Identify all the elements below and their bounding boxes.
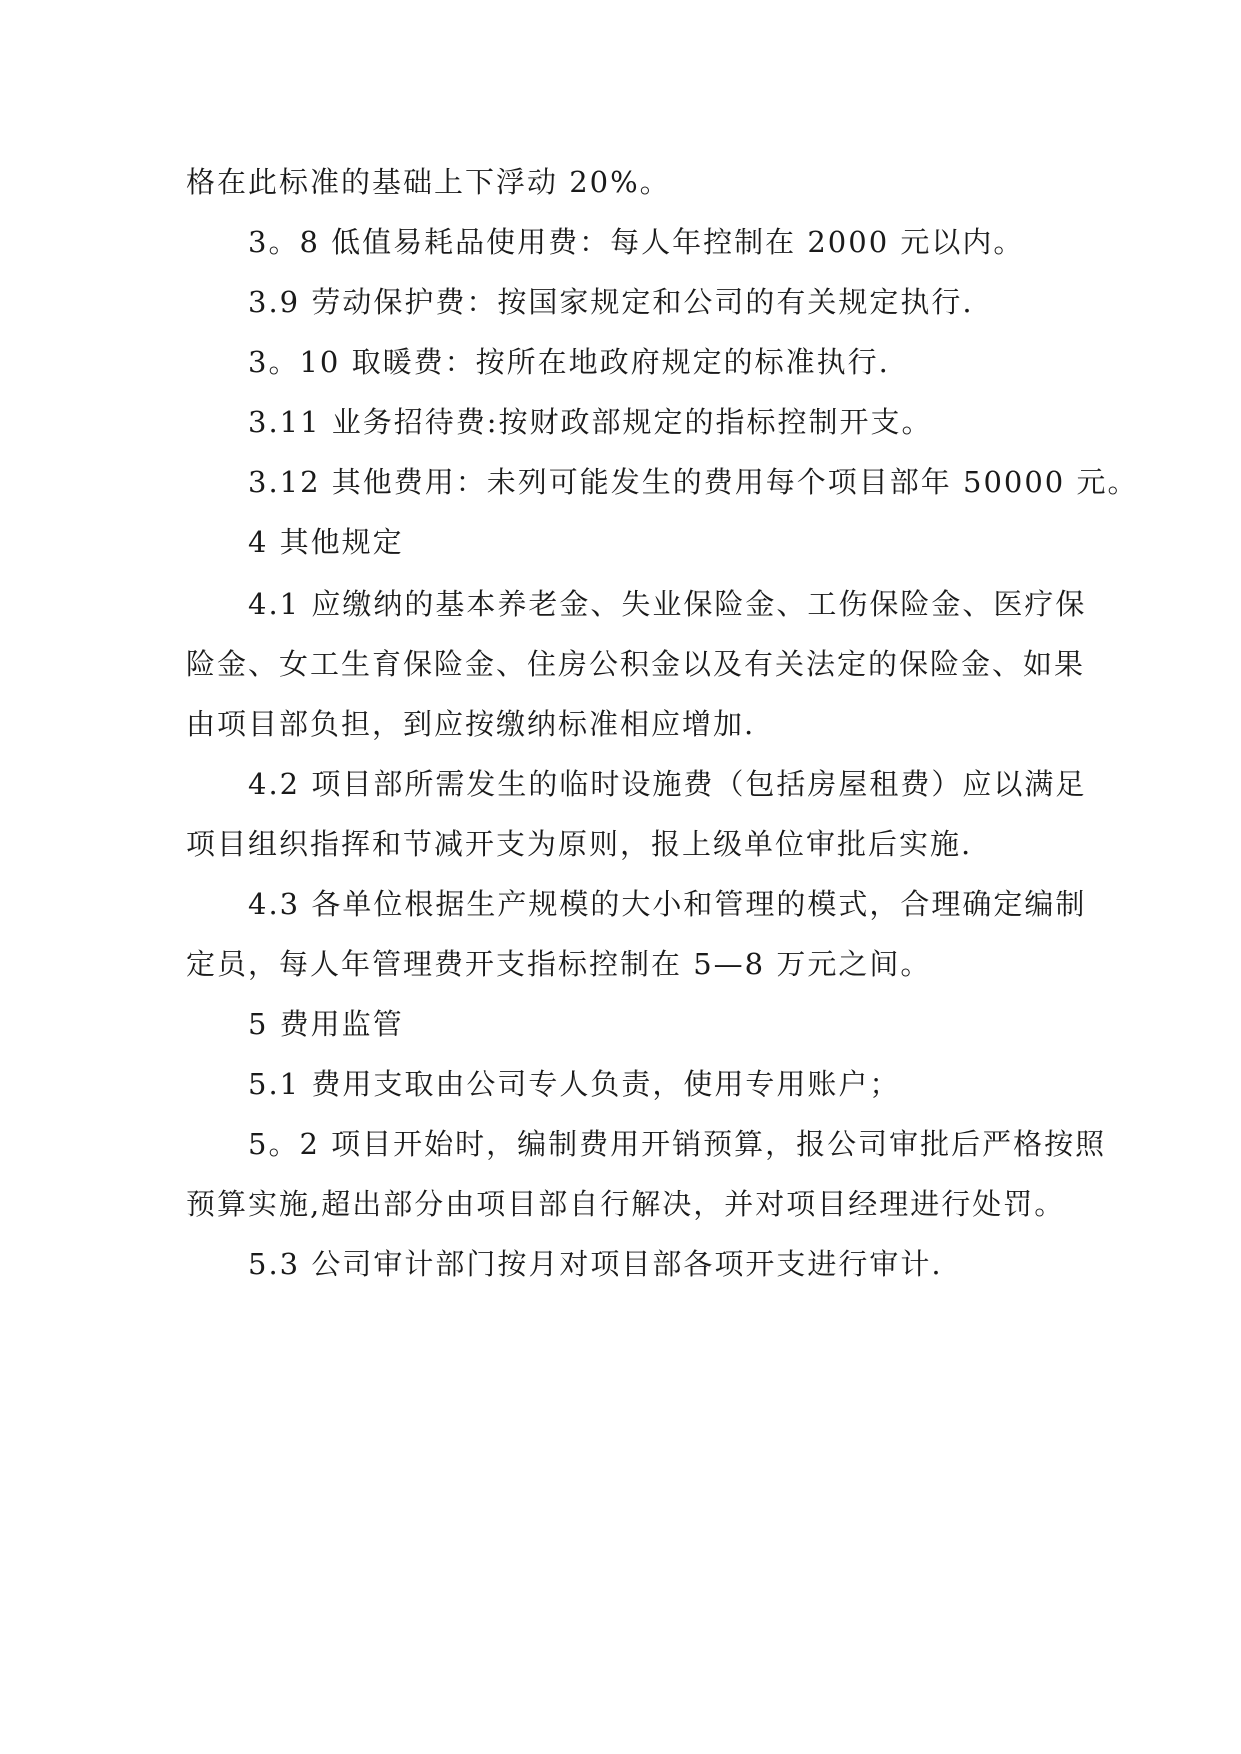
- section-heading-4: 4 其他规定: [248, 525, 404, 559]
- text-line-6: 3.12 其他费用：未列可能发生的费用每个项目部年 50000 元。: [248, 465, 1139, 499]
- text-line-14: 定员，每人年管理费开支指标控制在 5—8 万元之间。: [186, 947, 932, 981]
- text-line-13: 4.3 各单位根据生产规模的大小和管理的模式，合理确定编制: [248, 887, 1087, 921]
- text-line-16: 5.1 费用支取由公司专人负责，使用专用账户；: [248, 1067, 901, 1101]
- text-line-5: 3.11 业务招待费:按财政部规定的指标控制开支。: [248, 405, 933, 439]
- text-line-10: 由项目部负担，到应按缴纳标准相应增加.: [186, 707, 756, 741]
- text-line-3: 3.9 劳动保护费：按国家规定和公司的有关规定执行.: [248, 285, 974, 319]
- text-line-2: 3。8 低值易耗品使用费：每人年控制在 2000 元以内。: [248, 225, 1025, 259]
- text-line-17: 5。2 项目开始时，编制费用开销预算，报公司审批后严格按照: [248, 1127, 1107, 1161]
- text-line-19: 5.3 公司审计部门按月对项目部各项开支进行审计.: [248, 1247, 943, 1281]
- text-line-18: 预算实施,超出部分由项目部自行解决，并对项目经理进行处罚。: [186, 1187, 1066, 1221]
- text-line-11: 4.2 项目部所需发生的临时设施费（包括房屋租费）应以满足: [248, 767, 1087, 801]
- text-line-1: 格在此标准的基础上下浮动 20%。: [186, 165, 671, 199]
- section-heading-5: 5 费用监管: [248, 1007, 404, 1041]
- text-line-9: 险金、女工生育保险金、住房公积金以及有关法定的保险金、如果: [186, 647, 1086, 681]
- text-line-4: 3。10 取暖费：按所在地政府规定的标准执行.: [248, 345, 890, 379]
- text-line-12: 项目组织指挥和节减开支为原则，报上级单位审批后实施.: [186, 827, 973, 861]
- text-line-8: 4.1 应缴纳的基本养老金、失业保险金、工伤保险金、医疗保: [248, 587, 1087, 621]
